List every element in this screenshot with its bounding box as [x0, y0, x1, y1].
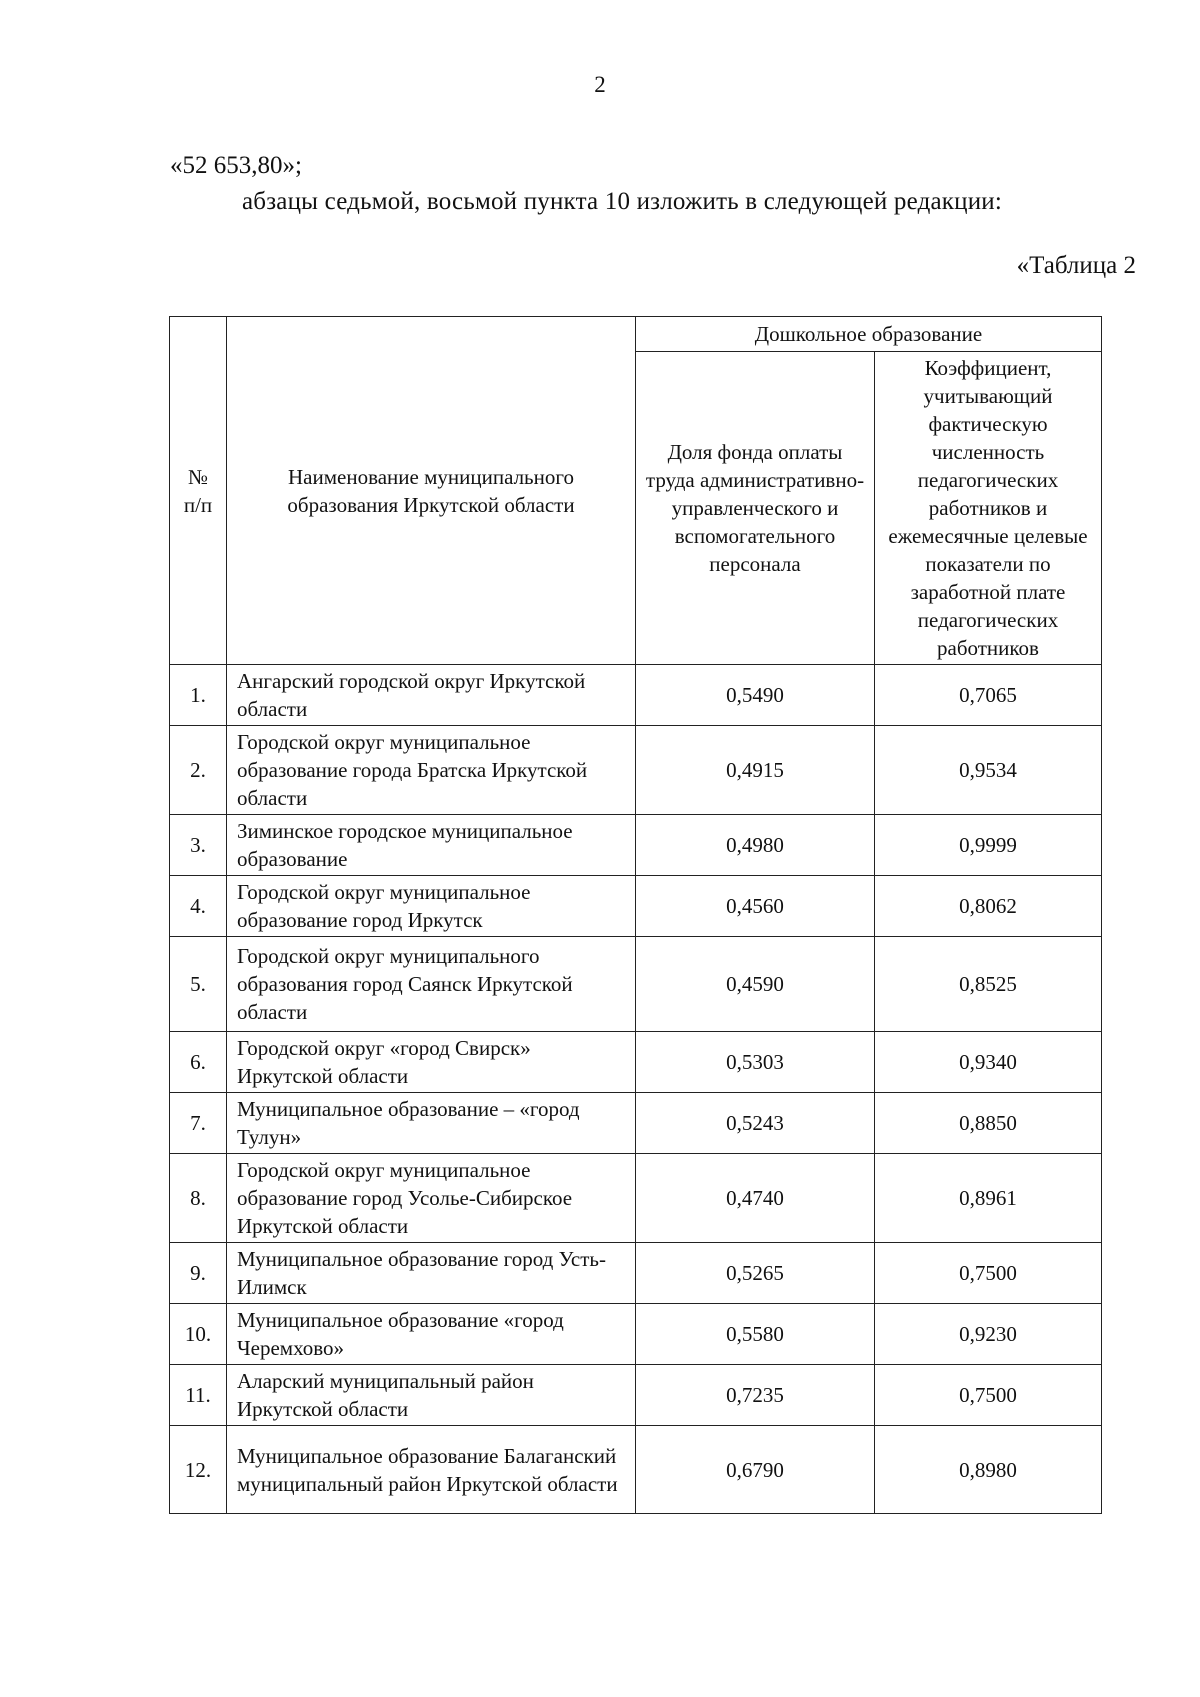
table-body — [170, 665, 1102, 1514]
payroll-share-value: 0,5265 — [636, 1243, 875, 1304]
header-coefficient: Коэффициент, учитывающий фактическую численность педагогических работников и ежемесячные целевые показатели по заработной плате педагогических работников — [875, 352, 1102, 665]
table-row — [170, 876, 1102, 937]
municipality-name: Городской округ «город Свирск» Иркутской области — [227, 1032, 636, 1093]
payroll-share-value: 0,5303 — [636, 1032, 875, 1093]
table-row — [170, 1093, 1102, 1154]
row-number: 10. — [170, 1304, 227, 1365]
row-number: 11. — [170, 1365, 227, 1426]
table-row — [170, 1032, 1102, 1093]
coefficient-value: 0,7065 — [875, 665, 1102, 726]
payroll-share-value: 0,5580 — [636, 1304, 875, 1365]
table-row — [170, 665, 1102, 726]
row-number: 9. — [170, 1243, 227, 1304]
header-number: № п/п — [170, 317, 227, 665]
table-row — [170, 1426, 1102, 1514]
municipality-name: Муниципальное образование – «город Тулун» — [227, 1093, 636, 1154]
coefficient-table — [169, 316, 1102, 1514]
payroll-share-value: 0,6790 — [636, 1426, 875, 1514]
amendment-instruction: абзацы седьмой, восьмой пункта 10 изложить в следующей редакции: — [242, 188, 1003, 215]
table-header — [170, 317, 1102, 665]
municipality-name: Муниципальное образование «город Черемхово» — [227, 1304, 636, 1365]
row-number: 12. — [170, 1426, 227, 1514]
coefficient-value: 0,8062 — [875, 876, 1102, 937]
row-number: 5. — [170, 937, 227, 1032]
municipality-name: Зиминское городское муниципальное образование — [227, 815, 636, 876]
municipality-name: Ангарский городской округ Иркутской области — [227, 665, 636, 726]
table-row — [170, 815, 1102, 876]
coefficient-value: 0,7500 — [875, 1365, 1102, 1426]
header-municipality-name: Наименование муниципального образования Иркутской области — [227, 317, 636, 665]
row-number: 7. — [170, 1093, 227, 1154]
payroll-share-value: 0,5490 — [636, 665, 875, 726]
payroll-share-value: 0,4915 — [636, 726, 875, 815]
row-number: 1. — [170, 665, 227, 726]
row-number: 3. — [170, 815, 227, 876]
coefficient-value: 0,7500 — [875, 1243, 1102, 1304]
table-caption: «Таблица 2 — [1016, 252, 1136, 279]
row-number: 6. — [170, 1032, 227, 1093]
table-row — [170, 1365, 1102, 1426]
coefficient-value: 0,8961 — [875, 1154, 1102, 1243]
table-row — [170, 1304, 1102, 1365]
table-row — [170, 726, 1102, 815]
municipality-name: Муниципальное образование Балаганский муниципальный район Иркутской области — [227, 1426, 636, 1514]
table-row — [170, 937, 1102, 1032]
municipality-name: Муниципальное образование город Усть-Илимск — [227, 1243, 636, 1304]
quoted-amount: «52 653,80»; — [170, 152, 302, 179]
coefficient-value: 0,8980 — [875, 1426, 1102, 1514]
municipality-name: Аларский муниципальный район Иркутской области — [227, 1365, 636, 1426]
row-number: 8. — [170, 1154, 227, 1243]
payroll-share-value: 0,5243 — [636, 1093, 875, 1154]
row-number: 2. — [170, 726, 227, 815]
payroll-share-value: 0,4740 — [636, 1154, 875, 1243]
row-number: 4. — [170, 876, 227, 937]
header-payroll-share: Доля фонда оплаты труда административно-управленческого и вспомогательного персонала — [636, 352, 875, 665]
payroll-share-value: 0,4590 — [636, 937, 875, 1032]
payroll-share-value: 0,4560 — [636, 876, 875, 937]
coefficient-value: 0,8850 — [875, 1093, 1102, 1154]
coefficient-value: 0,9340 — [875, 1032, 1102, 1093]
header-row-top — [170, 317, 1102, 352]
coefficient-value: 0,9230 — [875, 1304, 1102, 1365]
coefficient-value: 0,9534 — [875, 726, 1102, 815]
header-preschool-education: Дошкольное образование — [636, 317, 1102, 352]
coefficient-value: 0,8525 — [875, 937, 1102, 1032]
payroll-share-value: 0,7235 — [636, 1365, 875, 1426]
table-row — [170, 1154, 1102, 1243]
municipality-name: Городской округ муниципальное образование города Братска Иркутской области — [227, 726, 636, 815]
payroll-share-value: 0,4980 — [636, 815, 875, 876]
table-row — [170, 1243, 1102, 1304]
municipality-name: Городской округ муниципальное образование город Усолье-Сибирское Иркутской области — [227, 1154, 636, 1243]
coefficient-value: 0,9999 — [875, 815, 1102, 876]
page-number: 2 — [594, 72, 606, 97]
municipality-name: Городской округ муниципального образования город Саянск Иркутской области — [227, 937, 636, 1032]
municipality-name: Городской округ муниципальное образование город Иркутск — [227, 876, 636, 937]
